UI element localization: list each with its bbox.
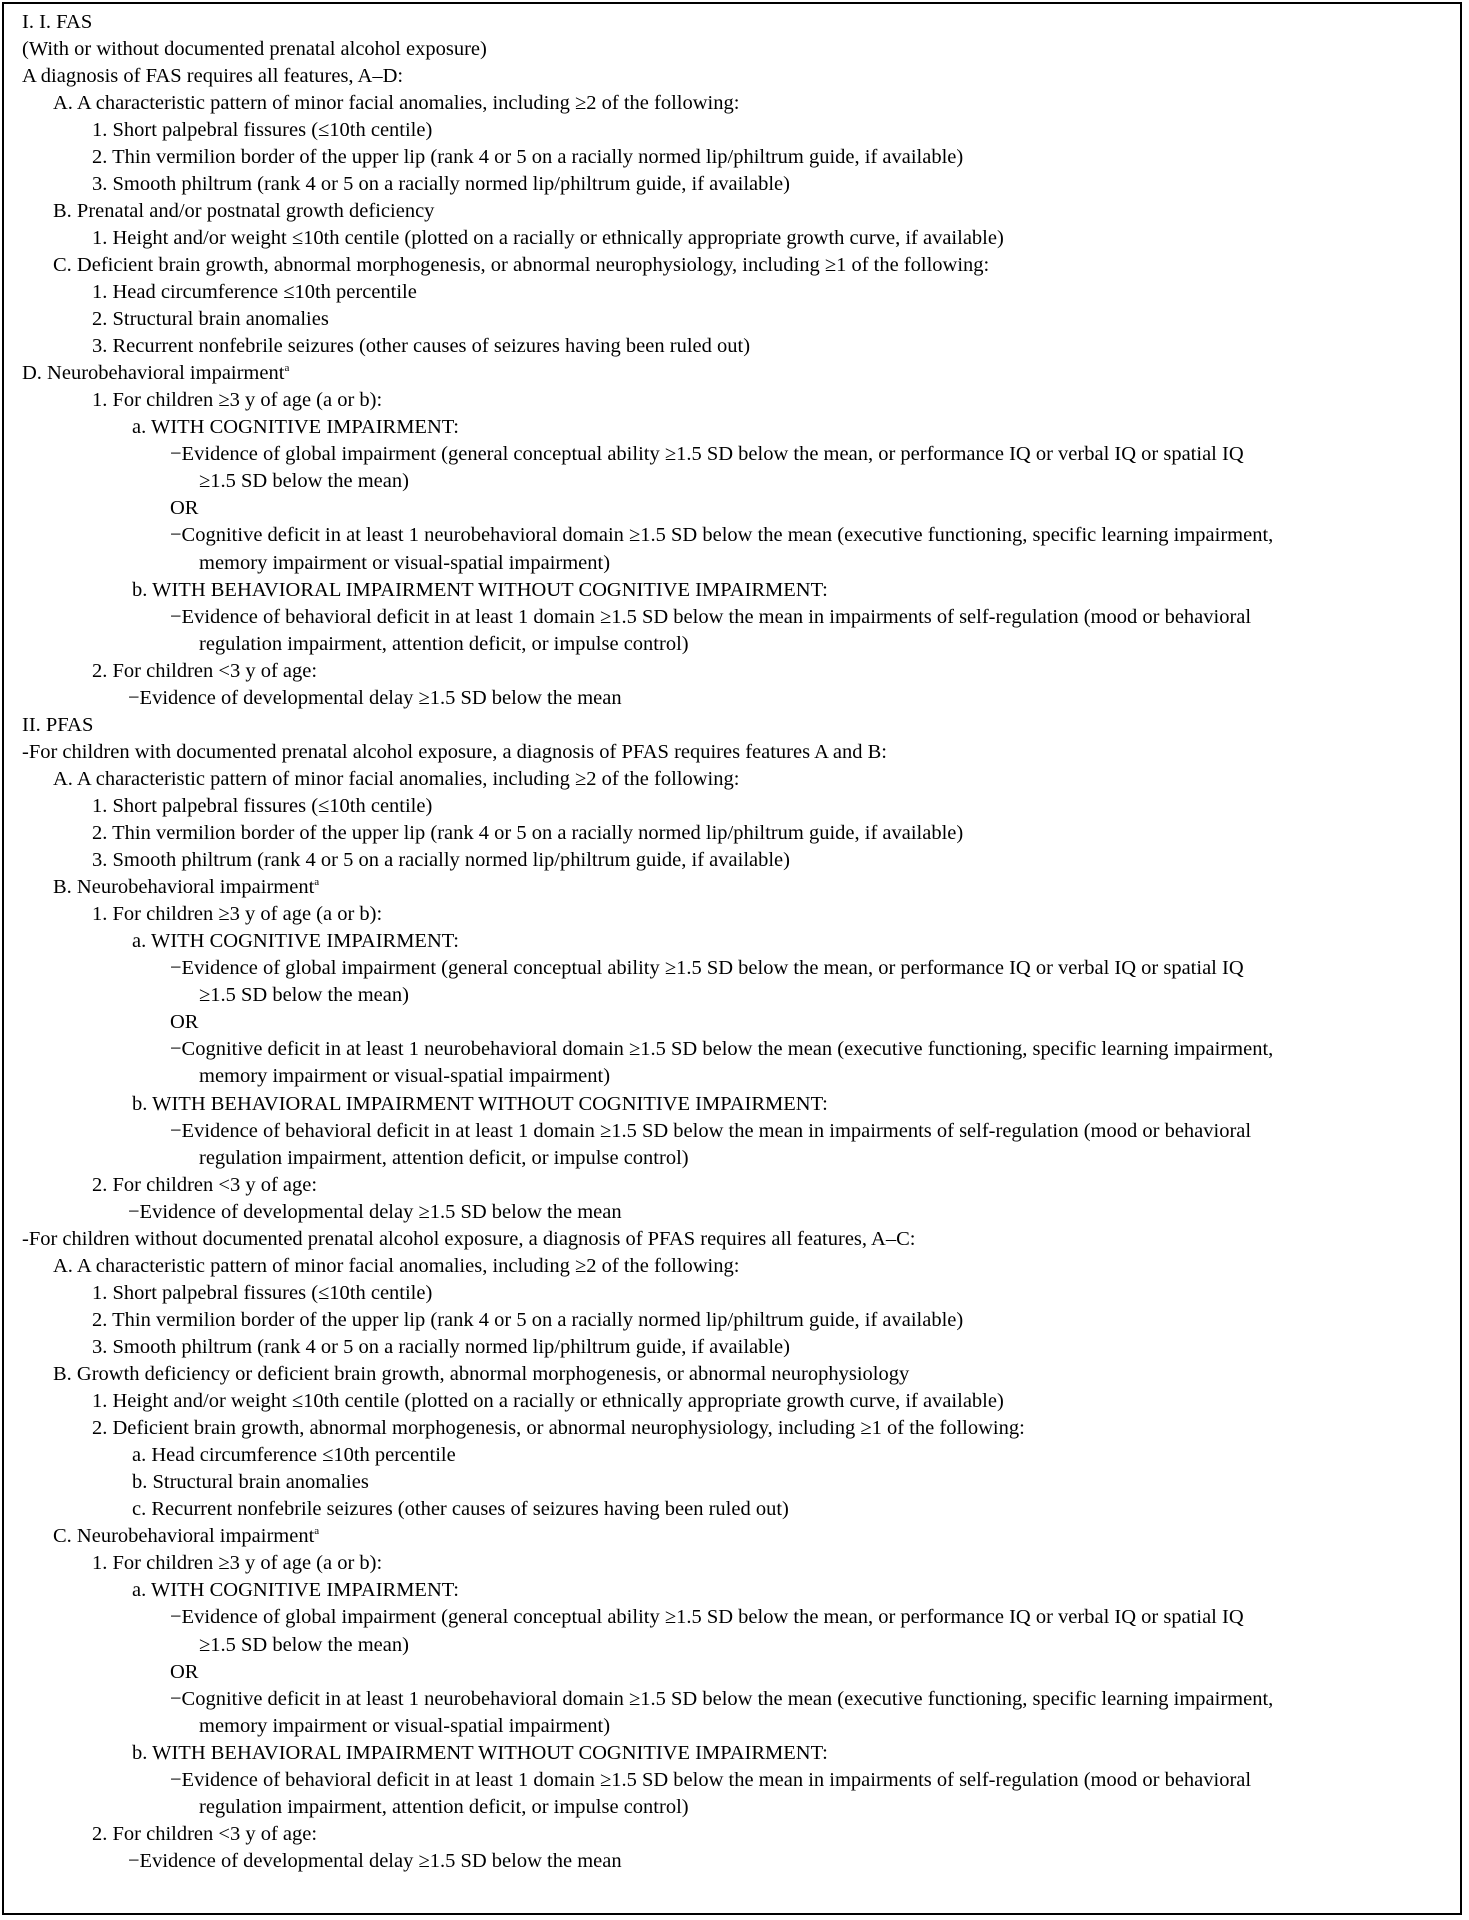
criteria-line-text: −Cognitive deficit in at least 1 neurobehavioral domain ≥1.5 SD below the mean (executive functioning, specific learning impairment, (170, 524, 1274, 547)
criteria-line (92, 1821, 317, 1848)
criteria-line (92, 1172, 317, 1199)
criteria-line-text: -For children without documented prenatal alcohol exposure, a diagnosis of PFAS requires all features, A–C: (22, 1227, 916, 1250)
criteria-line-text: memory impairment or visual-spatial impairment) (199, 1065, 611, 1088)
criteria-line-text: −Evidence of global impairment (general conceptual ability ≥1.5 SD below the mean, or performance IQ or verbal IQ or spatial IQ (170, 443, 1244, 466)
criteria-line (170, 1767, 1251, 1794)
criteria-line-text: b. WITH BEHAVIORAL IMPAIRMENT WITHOUT COGNITIVE IMPAIRMENT: (132, 1092, 828, 1115)
criteria-line-text: II. PFAS (22, 713, 94, 736)
criteria-line (53, 1361, 909, 1388)
criteria-line-text: B. Growth deficiency or deficient brain growth, abnormal morphogenesis, or abnormal neurophysiology (53, 1363, 910, 1385)
criteria-line-text: regulation impairment, attention deficit, or impulse control) (199, 632, 689, 655)
criteria-line (92, 1307, 963, 1334)
criteria-line (92, 333, 750, 360)
criteria-line-text: −Cognitive deficit in at least 1 neurobehavioral domain ≥1.5 SD below the mean (executive functioning, specific learning impairment, (170, 1038, 1274, 1061)
criteria-line (132, 577, 828, 604)
criteria-line-text: −Evidence of behavioral deficit in at least 1 domain ≥1.5 SD below the mean in impairments of self-regulation (mood or behavioral (170, 1119, 1252, 1142)
criteria-line (132, 1496, 789, 1523)
criteria-line (92, 901, 382, 928)
criteria-line (92, 847, 790, 874)
criteria-line (132, 928, 459, 955)
criteria-line (92, 1280, 432, 1307)
criteria-line (92, 658, 317, 685)
criteria-line (92, 793, 432, 820)
criteria-line-text: 3. Smooth philtrum (rank 4 or 5 on a racially normed lip/philtrum guide, if available) (92, 849, 790, 872)
criteria-line-text: 1. Short palpebral fissures (≤10th centile) (92, 118, 433, 141)
criteria-line (170, 1118, 1251, 1145)
criteria-line-text: -For children with documented prenatal alcohol exposure, a diagnosis of PFAS requires features A and B: (22, 740, 887, 763)
criteria-line (92, 387, 382, 414)
criteria-line (92, 306, 329, 333)
criteria-line (132, 1091, 828, 1118)
criteria-line (132, 1469, 369, 1496)
criteria-line (199, 1063, 610, 1090)
criteria-line-text: 1. For children ≥3 y of age (a or b): (92, 1552, 383, 1575)
criteria-line-text: I. I. FAS (22, 10, 93, 33)
criteria-line (199, 550, 610, 577)
criteria-line (92, 820, 963, 847)
criteria-line (92, 279, 417, 306)
criteria-line (22, 63, 403, 90)
criteria-line-text: A. A characteristic pattern of minor facial anomalies, including ≥2 of the following: (53, 767, 740, 790)
criteria-line (132, 414, 459, 441)
criteria-line-text: a. Head circumference ≤10th percentile (132, 1444, 456, 1467)
criteria-line-text: b. WITH BEHAVIORAL IMPAIRMENT WITHOUT COGNITIVE IMPAIRMENT: (132, 1741, 828, 1764)
criteria-line-text: a. WITH COGNITIVE IMPAIRMENT: (132, 416, 459, 439)
criteria-line (92, 171, 790, 198)
criteria-line-text: 1. For children ≥3 y of age (a or b): (92, 389, 383, 412)
criteria-line (22, 9, 92, 36)
criteria-line-text: C. Neurobehavioral impairment (53, 1525, 315, 1548)
criteria-line-text: 2. Thin vermilion border of the upper lip (rank 4 or 5 on a racially normed lip/philtrum guide, if available) (92, 822, 964, 844)
criteria-line-text: regulation impairment, attention deficit, or impulse control) (199, 1146, 689, 1169)
footnote-marker: a (314, 876, 320, 889)
criteria-line (92, 225, 1004, 252)
criteria-line (199, 468, 409, 495)
criteria-line-text: OR (170, 1660, 199, 1683)
criteria-line (22, 739, 887, 766)
criteria-line (92, 1550, 382, 1577)
criteria-line-text: 1. Short palpebral fissures (≤10th centile) (92, 794, 433, 817)
criteria-line (170, 1659, 198, 1686)
criteria-line (199, 1145, 689, 1172)
criteria-line (22, 1226, 915, 1253)
footnote-marker: a (284, 362, 290, 375)
criteria-line (170, 1686, 1273, 1713)
criteria-line (132, 1740, 828, 1767)
criteria-line-text: 2. For children <3 y of age: (92, 659, 318, 682)
criteria-line-text: −Evidence of developmental delay ≥1.5 SD below the mean (128, 1849, 622, 1872)
criteria-line (170, 1036, 1273, 1063)
criteria-line (53, 1523, 319, 1550)
criteria-line (53, 252, 989, 279)
criteria-line-text: −Evidence of global impairment (general conceptual ability ≥1.5 SD below the mean, or performance IQ or verbal IQ or spatial IQ (170, 957, 1244, 980)
criteria-line-text: −Evidence of behavioral deficit in at least 1 domain ≥1.5 SD below the mean in impairments of self-regulation (mood or behavioral (170, 1768, 1252, 1791)
criteria-line-text: 2. For children <3 y of age: (92, 1173, 318, 1196)
criteria-line (92, 144, 963, 171)
criteria-line (128, 1199, 622, 1226)
footnote-marker: a (314, 1525, 320, 1538)
criteria-line (170, 495, 198, 522)
criteria-line (170, 441, 1244, 468)
criteria-line-text: OR (170, 497, 199, 520)
criteria-line-text: C. Deficient brain growth, abnormal morphogenesis, or abnormal neurophysiology, including ≥1 of the following: (53, 253, 990, 276)
criteria-line-text: 1. Head circumference ≤10th percentile (92, 281, 417, 303)
criteria-line-text: D. Neurobehavioral impairment (22, 362, 285, 385)
criteria-line-text: −Evidence of developmental delay ≥1.5 SD below the mean (128, 686, 622, 709)
criteria-line (199, 982, 409, 1009)
criteria-line (92, 1415, 1025, 1442)
criteria-line-text: (With or without documented prenatal alcohol exposure) (22, 37, 487, 60)
criteria-line (92, 117, 432, 144)
criteria-line-text: memory impairment or visual-spatial impairment) (199, 551, 611, 574)
criteria-line (170, 522, 1273, 549)
criteria-line-text: A. A characteristic pattern of minor facial anomalies, including ≥2 of the following: (53, 91, 740, 114)
criteria-line-text: 3. Smooth philtrum (rank 4 or 5 on a racially normed lip/philtrum guide, if available) (92, 172, 790, 195)
criteria-line (53, 874, 319, 901)
criteria-line-text: 2. Structural brain anomalies (92, 308, 329, 331)
criteria-line (92, 1388, 1004, 1415)
criteria-line (92, 1334, 790, 1361)
criteria-line-text: a. WITH COGNITIVE IMPAIRMENT: (132, 930, 459, 953)
criteria-line-text: b. Structural brain anomalies (132, 1471, 369, 1494)
criteria-line-text: 1. For children ≥3 y of age (a or b): (92, 903, 383, 926)
criteria-line-text: 2. Deficient brain growth, abnormal morphogenesis, or abnormal neurophysiology, including ≥1 of the following: (92, 1417, 1025, 1440)
criteria-line-text: b. WITH BEHAVIORAL IMPAIRMENT WITHOUT COGNITIVE IMPAIRMENT: (132, 578, 828, 601)
criteria-line-text: ≥1.5 SD below the mean) (199, 1633, 409, 1656)
criteria-line (53, 90, 739, 117)
criteria-line-text: 1. Short palpebral fissures (≤10th centile) (92, 1281, 433, 1304)
criteria-line (170, 604, 1251, 631)
criteria-line-text: 2. For children <3 y of age: (92, 1822, 318, 1845)
criteria-line-text: ≥1.5 SD below the mean) (199, 984, 409, 1007)
criteria-line (170, 955, 1244, 982)
criteria-line-text: 2. Thin vermilion border of the upper lip (rank 4 or 5 on a racially normed lip/philtrum guide, if available) (92, 145, 964, 168)
criteria-line-text: c. Recurrent nonfebrile seizures (other causes of seizures having been ruled out) (132, 1498, 789, 1521)
criteria-line (170, 1604, 1244, 1631)
criteria-line (199, 1632, 409, 1659)
criteria-line (199, 1794, 689, 1821)
criteria-line-text: 1. Height and/or weight ≤10th centile (plotted on a racially or ethnically appropriate growth curve, if available) (92, 226, 1004, 249)
criteria-line (199, 631, 689, 658)
criteria-line (128, 685, 622, 712)
criteria-line (128, 1848, 622, 1875)
criteria-line-text: −Evidence of behavioral deficit in at least 1 domain ≥1.5 SD below the mean in impairments of self-regulation (mood or behavioral (170, 605, 1252, 628)
criteria-line-text: A. A characteristic pattern of minor facial anomalies, including ≥2 of the following: (53, 1254, 740, 1277)
criteria-line-text: a. WITH COGNITIVE IMPAIRMENT: (132, 1579, 459, 1602)
criteria-line (132, 1442, 456, 1469)
criteria-line-text: ≥1.5 SD below the mean) (199, 470, 409, 493)
criteria-line-text: −Evidence of global impairment (general conceptual ability ≥1.5 SD below the mean, or performance IQ or verbal IQ or spatial IQ (170, 1606, 1244, 1629)
criteria-line (22, 360, 289, 387)
criteria-line (22, 36, 487, 63)
criteria-line-text: regulation impairment, attention deficit, or impulse control) (199, 1795, 689, 1818)
criteria-line (22, 712, 93, 739)
criteria-line-text: OR (170, 1011, 199, 1034)
criteria-line-text: memory impairment or visual-spatial impairment) (199, 1714, 611, 1737)
criteria-line-text: 1. Height and/or weight ≤10th centile (plotted on a racially or ethnically appropriate growth curve, if available) (92, 1390, 1004, 1413)
criteria-line-text: 2. Thin vermilion border of the upper lip (rank 4 or 5 on a racially normed lip/philtrum guide, if available) (92, 1308, 964, 1331)
criteria-line (53, 1253, 739, 1280)
criteria-line-text: 3. Smooth philtrum (rank 4 or 5 on a racially normed lip/philtrum guide, if available) (92, 1335, 790, 1358)
criteria-line (53, 766, 739, 793)
criteria-line-text: −Cognitive deficit in at least 1 neurobehavioral domain ≥1.5 SD below the mean (executive functioning, specific learning impairment, (170, 1687, 1274, 1710)
criteria-line (53, 198, 434, 225)
criteria-line-text: −Evidence of developmental delay ≥1.5 SD below the mean (128, 1200, 622, 1223)
criteria-line-text: B. Prenatal and/or postnatal growth deficiency (53, 199, 435, 222)
criteria-line-text: B. Neurobehavioral impairment (53, 876, 315, 899)
criteria-line-text: A diagnosis of FAS requires all features, A–D: (22, 64, 404, 87)
criteria-line-text: 3. Recurrent nonfebrile seizures (other causes of seizures having been ruled out) (92, 335, 751, 358)
criteria-line (170, 1009, 198, 1036)
criteria-line (132, 1577, 459, 1604)
criteria-line (199, 1713, 610, 1740)
